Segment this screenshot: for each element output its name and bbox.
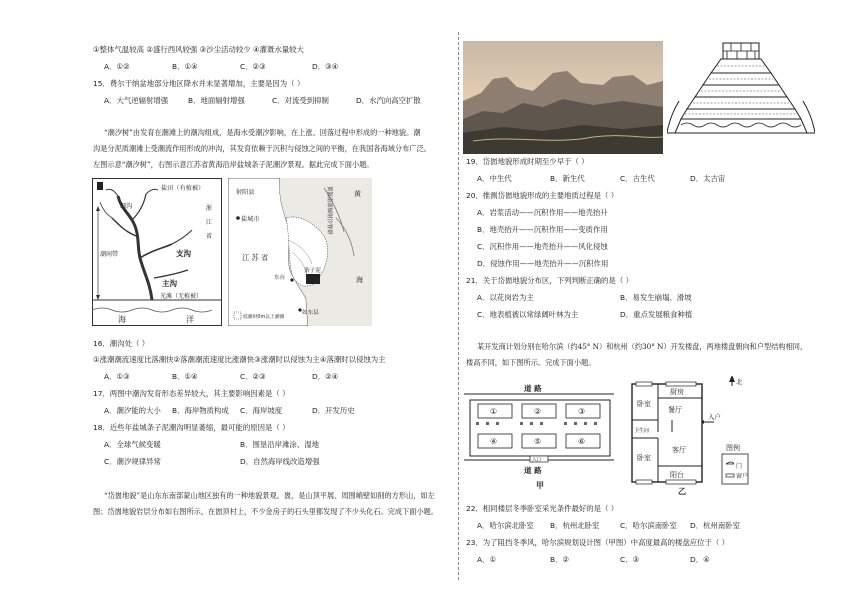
q21-option-c[interactable]: C．地表植被以常绿阔叶林为主 xyxy=(477,310,579,319)
q17-option-a[interactable]: A．潮汐能的大小 xyxy=(104,406,161,415)
q17-option-d[interactable]: D．开发历史 xyxy=(312,406,355,415)
q21-option-a[interactable]: A．以花岗岩为主 xyxy=(477,293,534,302)
q18-option-b[interactable]: B．围垦沿岸滩涂、湿地 xyxy=(240,440,319,449)
label-yancheng: 盐城市 xyxy=(241,216,260,223)
building-6: ⑥ xyxy=(578,437,586,446)
label-entry: 入口 xyxy=(532,458,542,463)
q19-option-a[interactable]: A．中生代 xyxy=(477,174,512,183)
q23-option-b[interactable]: B．② xyxy=(550,555,570,564)
coast-map-figure xyxy=(228,178,372,326)
passage3-line1: 某开发商计划分别在哈尔滨（约45° N）和杭州（约30° N）开发楼盘，两地楼盘朝向和户型结构相同， xyxy=(477,342,808,351)
q14-option-a[interactable]: A．①② xyxy=(104,62,130,71)
q22-option-c[interactable]: C．哈尔滨南卧室 xyxy=(620,521,677,530)
q23-option-d[interactable]: D．④ xyxy=(690,555,710,564)
label-sheng: 省 xyxy=(206,233,213,240)
label-dongtai: 东台 xyxy=(274,275,286,281)
passage3-line2: 楼高不同，如下图所示。完成下面小题。 xyxy=(466,358,596,367)
room-dining: 餐厅 xyxy=(668,406,682,414)
column-divider xyxy=(458,32,459,580)
building-4: ④ xyxy=(490,437,498,446)
label-entrance: 入户 xyxy=(708,413,721,421)
room-balcony: 阳台 xyxy=(670,471,684,479)
q17-stem: 17．两图中潮沟发育形态差异较大，其主要影响因素是（ ） xyxy=(93,389,290,398)
building-5: ⑤ xyxy=(534,437,542,446)
label-sheyang: 射阳县 xyxy=(236,189,255,196)
q23-stem: 23．为了阻挡冬季风，哈尔滨规划设计图（甲图）中高度最高的楼盘应位于（ ） xyxy=(466,538,730,547)
q21-option-d[interactable]: D．重点发展粮食种植 xyxy=(620,310,693,319)
label-bare-flat: 光滩（无植被） xyxy=(160,293,203,300)
label-ocean: 洋 xyxy=(186,315,194,324)
label-salt-field: 盐田（有植被） xyxy=(161,185,205,192)
label-zhe: 浙 xyxy=(206,205,213,212)
passage1-line1: “潮汐树”由发育在潮滩上的潮沟组成，是海水受潮汐影响，在上涨、回落过程中形成的一种地貌。潮 xyxy=(104,128,421,137)
label-north: 北 xyxy=(736,378,743,386)
q18-option-d[interactable]: D．自然海岸线改造增强 xyxy=(240,457,320,466)
q15-option-b[interactable]: B．地面辐射增强 xyxy=(188,96,245,105)
passage1-line2: 沟是分泥质潮滩上受潮流作用形成的冲沟，其发育依赖于沉积与侵蚀之间的平衡，在我国各海域分布广泛。 xyxy=(93,144,431,153)
q18-option-a[interactable]: A．全球气候变暖 xyxy=(104,440,161,449)
q20-option-c[interactable]: C．沉积作用——地壳抬升——风化侵蚀 xyxy=(477,242,608,251)
q15-option-d[interactable]: D．水汽向高空扩散 xyxy=(356,96,421,105)
room-bedroom-north: 卧室 xyxy=(637,400,651,408)
q15-option-a[interactable]: A．大气逆辐射增强 xyxy=(104,96,169,105)
site-plan-jia xyxy=(464,380,624,494)
q15-stem: 15．费尔干纳盆地部分地区降水并未显著增加，主要是因为（ ） xyxy=(93,79,305,88)
q23-option-a[interactable]: A．① xyxy=(477,555,497,564)
label-tiaozini: 条子泥 xyxy=(304,268,321,274)
landscape-photo xyxy=(463,41,663,154)
q21-option-b[interactable]: B．易发生崩塌、滑坡 xyxy=(620,293,692,302)
q14-option-c[interactable]: C．②③ xyxy=(240,62,266,71)
strata-diagram xyxy=(667,41,815,137)
q23-option-c[interactable]: C．③ xyxy=(620,555,640,564)
tidal-tree-figure xyxy=(92,178,222,326)
label-fine-channel: 细沟 xyxy=(120,203,133,210)
legend-door: 门 xyxy=(736,463,743,470)
q17-option-b[interactable]: B．海岸物质构成 xyxy=(172,406,229,415)
q14-option-d[interactable]: D．③④ xyxy=(312,62,339,71)
q16-stem: 16．潮沟处（ ） xyxy=(93,339,150,348)
q16-option-a[interactable]: A．①③ xyxy=(104,372,130,381)
q20-option-b[interactable]: B．地壳抬升——沉积作用——变质作用 xyxy=(477,225,608,234)
passage2-line2: 图；岱崮地貌岩层分布如右图所示，在崮顶村上，不少金房子的石头里都发现了不少头化石。完成下面小题。 xyxy=(93,507,439,516)
q18-option-c[interactable]: C．潮汐规律异常 xyxy=(104,457,161,466)
building-1: ① xyxy=(490,407,498,416)
room-bathroom: 卫生间 xyxy=(634,428,650,434)
q19-option-c[interactable]: C．古生代 xyxy=(620,174,655,183)
caption-yi: 乙 xyxy=(678,487,686,496)
q22-option-b[interactable]: B．杭州北卧室 xyxy=(550,521,600,530)
q17-option-c[interactable]: C．海岸坡度 xyxy=(240,406,283,415)
label-road-bottom: 道 路 xyxy=(524,466,542,475)
q19-stem: 19．岱崮地貌形成时期至少早于（ ） xyxy=(466,157,589,166)
q20-option-d[interactable]: D．侵蚀作用——地壳抬升——沉积作用 xyxy=(477,259,609,268)
passage1-line3: 左图示意“潮汐树”，右图示意江苏省黄海沿岸盐城条子泥潮汐景观。据此完成下面小题。 xyxy=(93,160,374,169)
q22-stem: 22．相同楼层冬季卧室采光条件最好的是（ ） xyxy=(466,504,619,513)
label-jiangsu: 江 苏 省 xyxy=(242,253,269,262)
q19-option-d[interactable]: D．太古宙 xyxy=(690,174,726,183)
label-hai: 海 xyxy=(356,276,363,284)
q18-stem: 18．近些年盐城条子泥潮沟明显萎缩，最可能的原因是（ ） xyxy=(93,423,290,432)
legend-title: 图例 xyxy=(726,444,740,452)
building-3: ③ xyxy=(578,407,586,416)
q14-option-b[interactable]: B．①④ xyxy=(172,62,198,71)
room-kitchen: 厨房 xyxy=(670,388,684,396)
label-rudong: 如东县 xyxy=(302,310,319,316)
label-main-channel: 主沟 xyxy=(162,279,177,288)
q16-option-d[interactable]: D．②④ xyxy=(312,372,339,381)
room-living: 客厅 xyxy=(672,446,686,454)
q14-items: ①整体气温较高 ②盛行西风较强 ③沙尘活动较少 ④灌溉水量较大 xyxy=(93,45,304,54)
q16-items: ①涨潮潮流速度比落潮快②落潮潮流速度比涨潮快③涨潮时以侵蚀为主④落潮时以侵蚀为主 xyxy=(93,355,386,364)
q22-option-d[interactable]: D．杭州南卧室 xyxy=(690,521,741,530)
passage2-line1: “岱崮地貌”是山东东南部蒙山地区独有的一种地貌景观。崮，是山顶平展、周围峭壁如削的方形山，如左 xyxy=(104,491,435,500)
label-road-top: 道 路 xyxy=(524,384,542,393)
q16-option-c[interactable]: C．②③ xyxy=(240,372,266,381)
label-legend-tidalflat: 低潮时0m以上潮滩 xyxy=(243,315,285,320)
q20-option-a[interactable]: A．岩浆活动——沉积作用——地壳抬升 xyxy=(477,208,608,217)
q15-option-c[interactable]: C．对流受到抑制 xyxy=(272,96,329,105)
q20-stem: 20．推测岱崮地貌形成的主要地质过程是（ ） xyxy=(466,191,619,200)
q16-option-b[interactable]: B．①④ xyxy=(172,372,198,381)
q19-option-b[interactable]: B．新生代 xyxy=(550,174,585,183)
q21-stem: 21．关于岱崮地貌分布区，下列判断正确的是（ ） xyxy=(466,276,633,285)
caption-jia: 甲 xyxy=(536,481,544,490)
room-bedroom-south: 卧室 xyxy=(637,454,651,462)
label-huang: 黄 xyxy=(354,190,361,198)
floor-plan-yi xyxy=(628,376,756,496)
q22-option-a[interactable]: A．哈尔滨北卧室 xyxy=(477,521,534,530)
label-jiang: 江 xyxy=(206,219,213,226)
legend-window: 窗户 xyxy=(736,473,749,480)
label-intertidal: 潮间带 xyxy=(100,251,119,258)
label-sea: 海 xyxy=(118,315,126,324)
label-branch-channel: 支沟 xyxy=(176,249,191,258)
label-sand-ridge: 黄海南部辐射沙脊群 xyxy=(326,186,332,235)
building-2: ② xyxy=(534,407,542,416)
